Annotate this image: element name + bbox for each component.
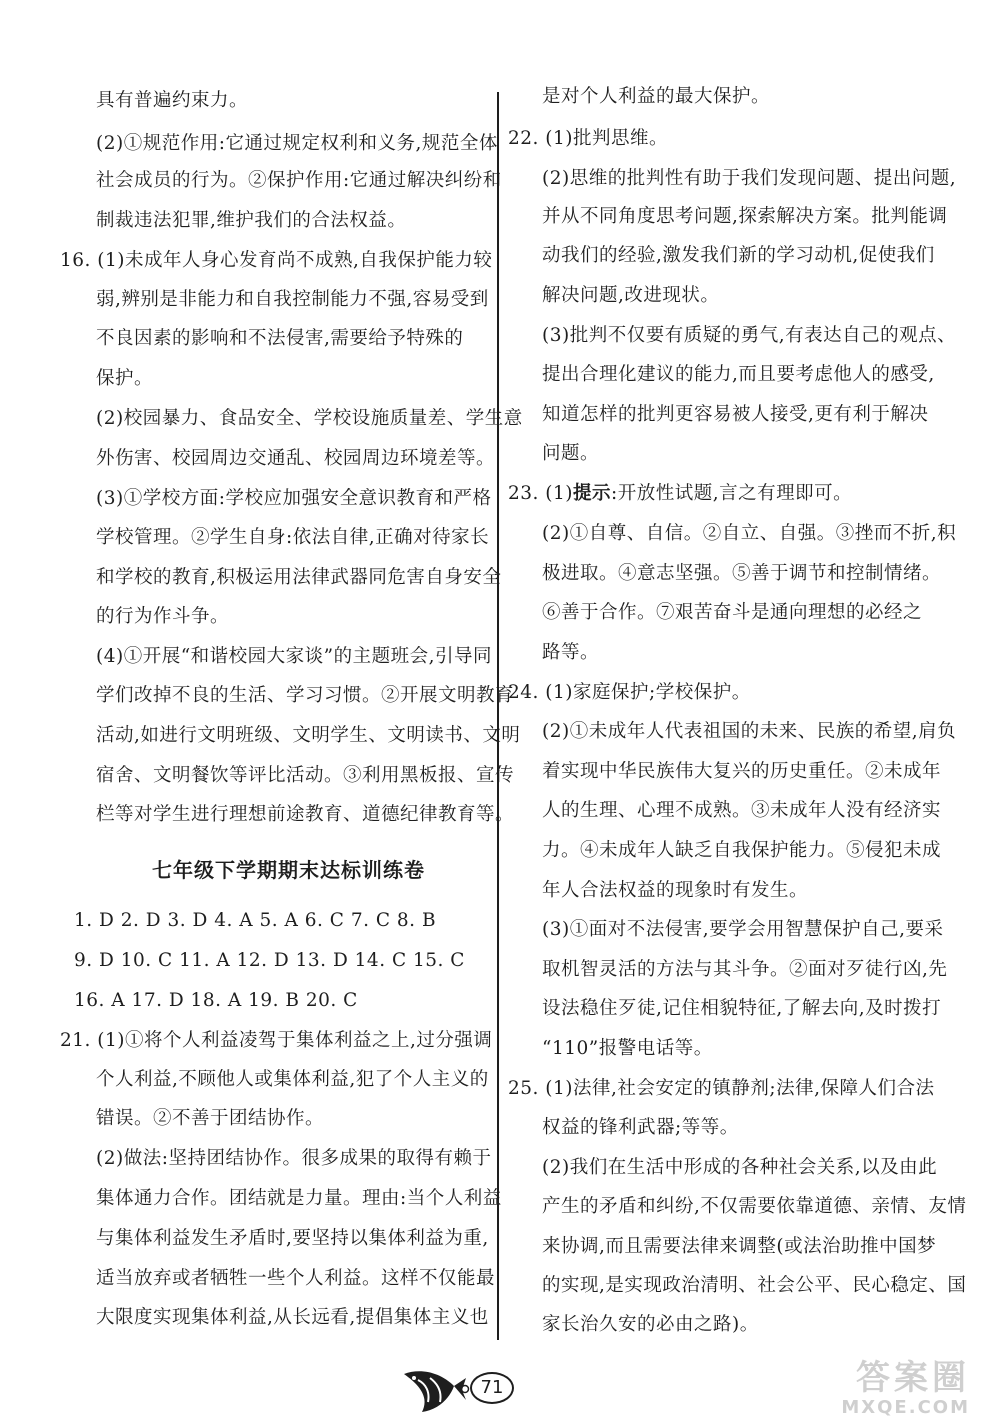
text-line: 错误。②不善于团结协作。 — [96, 1108, 325, 1129]
text-line: 力。④未成年人缺乏自我保护能力。⑤侵犯未成 — [542, 840, 942, 861]
dot-icon — [460, 1384, 470, 1394]
text-line: 个人利益,不顾他人或集体利益,犯了个人主义的 — [96, 1069, 489, 1090]
section-title: 七年级下学期期末达标训练卷 — [152, 858, 425, 882]
watermark — [780, 1350, 980, 1418]
text-line: 产生的矛盾和纠纷,不仅需要依靠道德、亲情、友情 — [542, 1196, 967, 1217]
text-line: 是对个人利益的最大保护。 — [542, 86, 771, 107]
answer-line: 16. A 17. D 18. A 19. B 20. C — [74, 990, 358, 1011]
text-line: (2)①未成年人代表祖国的未来、民族的希望,肩负 — [542, 721, 957, 742]
text-line: 集体通力合作。团结就是力量。理由:当个人利益 — [96, 1188, 502, 1209]
text-line: (3)①面对不法侵害,要学会用智慧保护自己,要采 — [542, 919, 944, 940]
question-number: 23. (1) — [508, 483, 574, 504]
text-line: (3)批判不仅要有质疑的勇气,有表达自己的观点、 — [542, 325, 957, 346]
text-line: 栏等对学生进行理想前途教育、道德纪律教育等。 — [96, 804, 515, 825]
hint-text: :开放性试题,言之有理即可。 — [611, 483, 853, 504]
text-line: (4)①开展“和谐校园大家谈”的主题班会,引导同 — [96, 646, 493, 667]
hint-label: 提示 — [573, 483, 612, 504]
text-line: 外伤害、校园周边交通乱、校园周边环境差等。 — [96, 448, 496, 469]
text-line: (2)我们在生活中形成的各种社会关系,以及由此 — [542, 1157, 938, 1178]
text-line: 学们改掉不良的生活、学习习惯。②开展文明教育 — [96, 685, 515, 706]
text-line: 弱,辨别是非能力和自我控制能力不强,容易受到 — [96, 289, 489, 310]
text-line: 25. (1)法律,社会安定的镇静剂;法律,保障人们合法 — [508, 1078, 935, 1099]
text-line: 22. (1)批判思维。 — [508, 128, 669, 149]
text-line: 学校管理。②学生自身:依法自律,正确对待家长 — [96, 527, 490, 548]
text-line: 21. (1)①将个人利益凌驾于集体利益之上,过分强调 — [60, 1030, 493, 1051]
text-line: 取机智灵活的方法与其斗争。②面对歹徒行凶,先 — [542, 959, 948, 980]
answer-line: 1. D 2. D 3. D 4. A 5. A 6. C 7. C 8. B — [74, 910, 437, 931]
text-line: 家长治久安的必由之路)。 — [542, 1314, 759, 1335]
text-line: 16. (1)未成年人身心发育尚不成熟,自我保护能力较 — [60, 250, 493, 271]
text-line: (2)思维的批判性有助于我们发现问题、提出问题, — [542, 168, 957, 189]
watermark-site: MXQE.COM — [841, 1397, 970, 1418]
answer-line: 9. D 10. C 11. A 12. D 13. D 14. C 15. C — [74, 950, 465, 971]
text-line: 大限度实现集体利益,从长远看,提倡集体主义也 — [96, 1307, 489, 1328]
text-line: 活动,如进行文明班级、文明学生、文明读书、文明 — [96, 725, 521, 746]
text-line: 不良因素的影响和不法侵害,需要给予特殊的 — [96, 328, 464, 349]
text-line: (2)校园暴力、食品安全、学校设施质量差、学生意 — [96, 408, 523, 429]
text-line: 制裁违法犯罪,维护我们的合法权益。 — [96, 210, 407, 231]
text-line: 的行为作斗争。 — [96, 606, 230, 627]
text-line: 并从不同角度思考问题,探索解决方案。批判能调 — [542, 206, 948, 227]
text-line: (2)做法:坚持团结协作。很多成果的取得有赖于 — [96, 1148, 492, 1169]
text-line: 人的生理、心理不成熟。③未成年人没有经济实 — [542, 800, 942, 821]
text-line: 和学校的教育,积极运用法律武器同危害自身安全 — [96, 567, 502, 588]
text-line: 保护。 — [96, 368, 154, 389]
watermark-mark: 答案圈 — [856, 1358, 970, 1398]
text-line: 路等。 — [542, 642, 600, 663]
text-line: “110”报警电话等。 — [542, 1038, 713, 1059]
text-line: 与集体利益发生矛盾时,要坚持以集体利益为重, — [96, 1228, 489, 1249]
text-line: 着实现中华民族伟大复兴的历史重任。②未成年 — [542, 761, 942, 782]
text-line: 问题。 — [542, 443, 600, 464]
page-number: 71 — [470, 1372, 514, 1404]
text-line: 社会成员的行为。②保护作用:它通过解决纠纷和 — [96, 170, 502, 191]
text-line: 提出合理化建议的能力,而且要考虑他人的感受, — [542, 364, 935, 385]
text-line: 极进取。④意志坚强。⑤善于调节和控制情绪。 — [542, 563, 942, 584]
text-line: 设法稳住歹徒,记住相貌特征,了解去向,及时拨打 — [542, 998, 942, 1019]
text-line: 24. (1)家庭保护;学校保护。 — [508, 682, 751, 703]
text-line: 知道怎样的批判更容易被人接受,更有利于解决 — [542, 404, 929, 425]
text-line: 适当放弃或者牺牲一些个人利益。这样不仅能最 — [96, 1268, 496, 1289]
text-line: 动我们的经验,激发我们新的学习动机,促使我们 — [542, 245, 935, 266]
text-line: (2)①规范作用:它通过规定权利和义务,规范全体 — [96, 133, 498, 154]
text-line: 年人合法权益的现象时有发生。 — [542, 880, 809, 901]
text-line: (2)①自尊、自信。②自立、自强。③挫而不折,积 — [542, 523, 957, 544]
text-line: 宿舍、文明餐饮等评比活动。③利用黑板报、宣传 — [96, 765, 515, 786]
text-line: 来协调,而且需要法律来调整(或法治助推中国梦 — [542, 1236, 937, 1257]
text-line: 具有普遍约束力。 — [96, 90, 249, 111]
text-line: 解决问题,改进现状。 — [542, 285, 720, 306]
text-line: 的实现,是实现政治清明、社会公平、民心稳定、国 — [542, 1275, 967, 1296]
text-line: 权益的锋利武器;等等。 — [542, 1117, 739, 1138]
text-line: ⑥善于合作。⑦艰苦奋斗是通向理想的必经之 — [542, 602, 923, 623]
q23-line — [508, 481, 852, 507]
column-divider — [497, 92, 499, 1340]
text-line: (3)①学校方面:学校应加强安全意识教育和严格 — [96, 488, 492, 509]
